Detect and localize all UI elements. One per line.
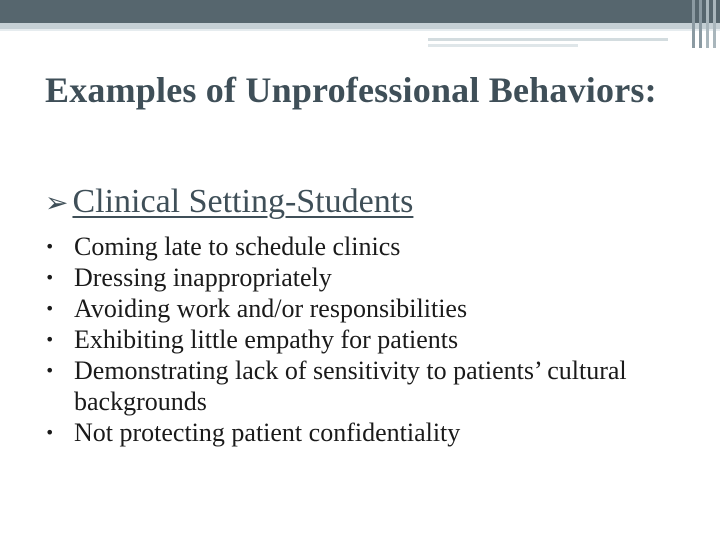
accent-line-short [428, 44, 578, 47]
top-decorative-band [0, 0, 720, 23]
bullet-dot-icon: • [45, 330, 55, 349]
bullet-dot-icon: • [45, 423, 55, 442]
bullet-dot-icon: • [45, 237, 55, 256]
section-heading [45, 182, 665, 223]
bullet-text: Coming late to schedule clinics [74, 232, 401, 261]
corner-vertical-bars [690, 0, 720, 48]
section-heading-text: Clinical Setting-Students [72, 183, 414, 220]
bullet-item [45, 355, 675, 417]
bullet-item [45, 293, 675, 324]
bullet-text: Not protecting patient confidentiality [74, 418, 461, 447]
bullet-dot-icon: • [45, 268, 55, 287]
bullet-list [45, 231, 675, 448]
bullet-item [45, 417, 675, 448]
bullet-text: Dressing inappropriately [74, 263, 332, 292]
vertical-bar [692, 0, 695, 48]
slide-title: Examples of Unprofessional Behaviors: [45, 70, 657, 110]
vertical-bar [706, 0, 709, 48]
bullet-dot-icon: • [45, 299, 55, 318]
bullet-item [45, 262, 675, 293]
arrowhead-bullet-icon: ➢ [45, 186, 69, 219]
bullet-text: Demonstrating lack of sensitivity to patients’ cultural backgrounds [74, 356, 627, 416]
bullet-text: Avoiding work and/or responsibilities [74, 294, 468, 323]
bullet-item [45, 231, 675, 262]
bullet-dot-icon: • [45, 361, 55, 380]
top-decorative-line [0, 29, 720, 31]
vertical-bar [699, 0, 702, 48]
vertical-bar [713, 0, 716, 48]
bullet-text: Exhibiting little empathy for patients [74, 325, 459, 354]
bullet-item [45, 324, 675, 355]
accent-line [428, 38, 668, 41]
